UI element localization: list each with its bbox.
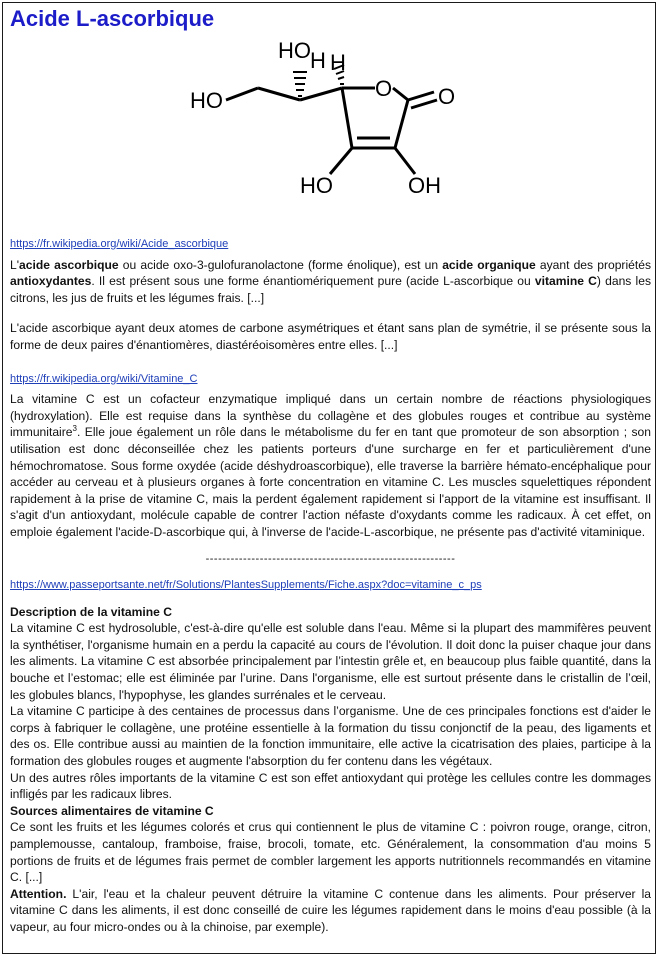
ascorbic-acid-structure xyxy=(180,28,480,206)
atom-label-ring-o: O xyxy=(375,76,393,101)
source-link-acide-ascorbique[interactable]: https://fr.wikipedia.org/wiki/Acide_ascorbique xyxy=(10,238,229,250)
heading-description: Description de la vitamine C xyxy=(10,604,172,619)
bond-c1-carbonyl-b xyxy=(411,100,437,108)
atom-label-ho-top: HO xyxy=(278,38,311,63)
paragraph-sources: Ce sont les fruits et les légumes colorés et crus qui contiennent le plus de vitamine C : poivron rouge, orange, citron, pamplemousse, cantaloup, framboise, fraise, brocoli, tomate, etc. Généralement, la consommation d'au moins 5 portions de fruits et de légumes frais permet de combler largement les apports nutritionnels recommandés en vitamine C. [...] xyxy=(10,820,651,885)
bond-c1-c2 xyxy=(395,100,408,148)
atom-label-ho-left: HO xyxy=(190,88,223,113)
bond-c3-c4 xyxy=(342,88,352,148)
bond-c3-oh xyxy=(330,148,352,174)
hashed-wedge-c5 xyxy=(293,72,307,96)
bond-ho-ch2 xyxy=(226,88,258,100)
bond-ring-o-c1 xyxy=(393,88,408,100)
paragraph-description-3: Un des autres rôles importants de la vitamine C est son effet antioxydant qui protège les cellules contre les dommages infligés par les radicaux libres. xyxy=(10,770,651,802)
paragraph-attention: Attention. L'air, l'eau et la chaleur peuvent détruire la vitamine C contenue dans les aliments. Pour préserver la vitamine C dans les aliments, il est donc conseillé de cuire les légumes rapidement dans le moins d'eau possible (à la vapeur, au four micro-ondes ou à la chinoise, par exemple). xyxy=(10,886,651,934)
bond-ch2-c5 xyxy=(258,88,300,100)
atom-label-oh-left: HO xyxy=(300,173,333,198)
atom-label-h-c4: H xyxy=(330,50,346,75)
atom-label-oh-right: OH xyxy=(408,173,441,198)
separator-line: ------------------------------------------------------------ xyxy=(205,552,456,565)
page-title: Acide L-ascorbique xyxy=(10,6,215,31)
atom-label-h-c5: H xyxy=(310,48,326,73)
bond-c5-c4 xyxy=(300,88,342,100)
paragraph-description-2: La vitamine C participe à des centaines de processus dans l’organisme. Une de ces principales fonctions est d'aider le corps à fabriquer le collagène, une protéine essentielle à la formation du tissu conjonctif de la peau, des ligaments et des os. Elle contribue aussi au maintien de la fonction immunitaire, elle active la cicatrisation des plaies, participe à la formation des globules rouges et augmente l'absorption du fer contenu dans les végétaux. xyxy=(10,704,651,769)
paragraph-description-1: La vitamine C est hydrosoluble, c'est-à-dire qu'elle est soluble dans l'eau. Même si la plupart des mammifères peuvent la synthétiser, l'organisme humain en a perdu la capacité au cours de l'évolution. Il doit donc la puiser chaque jour dans les aliments. La vitamine C est absorbée principalement par l’intestin grêle et, en beaucoup plus faible quantité, dans la bouche et l’estomac; elle est éliminée par l’urine. Dans l'organisme, elle est surtout présente dans le cristallin de l’œil, les globules blancs, l'hypophyse, les glandes surrénales et le cerveau. xyxy=(10,621,651,702)
bond-c2-oh xyxy=(395,148,415,174)
attention-label: Attention. xyxy=(10,886,67,901)
heading-sources: Sources alimentaires de vitamine C xyxy=(10,803,214,818)
paragraph-definition: L'acide ascorbique ou acide oxo-3-gulofuranolactone (forme énolique), est un acide organique ayant des propriétés antioxydantes. Il est présent sous une forme énantiomériquement pure (acide L-ascorbique ou vitamine C) dans les citrons, les jus de fruits et les légumes frais. [...] xyxy=(10,257,651,305)
source-link-vitamine-c[interactable]: https://fr.wikipedia.org/wiki/Vitamine_C xyxy=(10,372,198,385)
paragraph-vitamine-c: La vitamine C est un cofacteur enzymatique impliqué dans un certain nombre de réactions physiologiques (hydroxylation). Elle est requise dans la synthèse du collagène et des globules rouges et contribue au système immunitaire$^3$. Elle joue également un rôle dans le métabolisme du fer en tant que promoteur de son absorption ; son utilisation est donc déconseillée chez les patients porteurs d'une surcharge en fer et particulièrement d'une hémochromatose. Sous forme oxydée (acide déshydroascorbique), elle traverse la barrière hémato-encéphalique pour accéder au cerveau et à plusieurs organes à forte concentration en vitamine C. Les muscles squelettiques répondent rapidement à la prise de vitamine C, mais la perdent également rapidement si l'apport de la vitamine est insuffisant. Il s'agit d'un antioxydant, molécule capable de contrer l'action néfaste d'oxydants comme les radicaux. À cet effet, on emploie également l'acide-D-ascorbique qui, à l'inverse de l'acide-L-ascorbique, ne présente pas d'activité vitaminique. xyxy=(10,392,651,539)
bond-c1-carbonyl-a xyxy=(408,92,434,100)
paragraph-stereochemistry: L'acide ascorbique ayant deux atomes de carbone asymétriques et étant sans plan de symétrie, il se présente sous la forme de deux paires d'énantiomères, diastéréoisomères entre elles. [...] xyxy=(10,321,651,352)
atom-label-carbonyl-o: O xyxy=(438,84,456,109)
source-link-passeportsante[interactable]: https://www.passeportsante.net/fr/Solutions/PlantesSupplements/Fiche.aspx?doc=vitamine_c_ps xyxy=(10,579,482,592)
document-body xyxy=(10,236,651,936)
